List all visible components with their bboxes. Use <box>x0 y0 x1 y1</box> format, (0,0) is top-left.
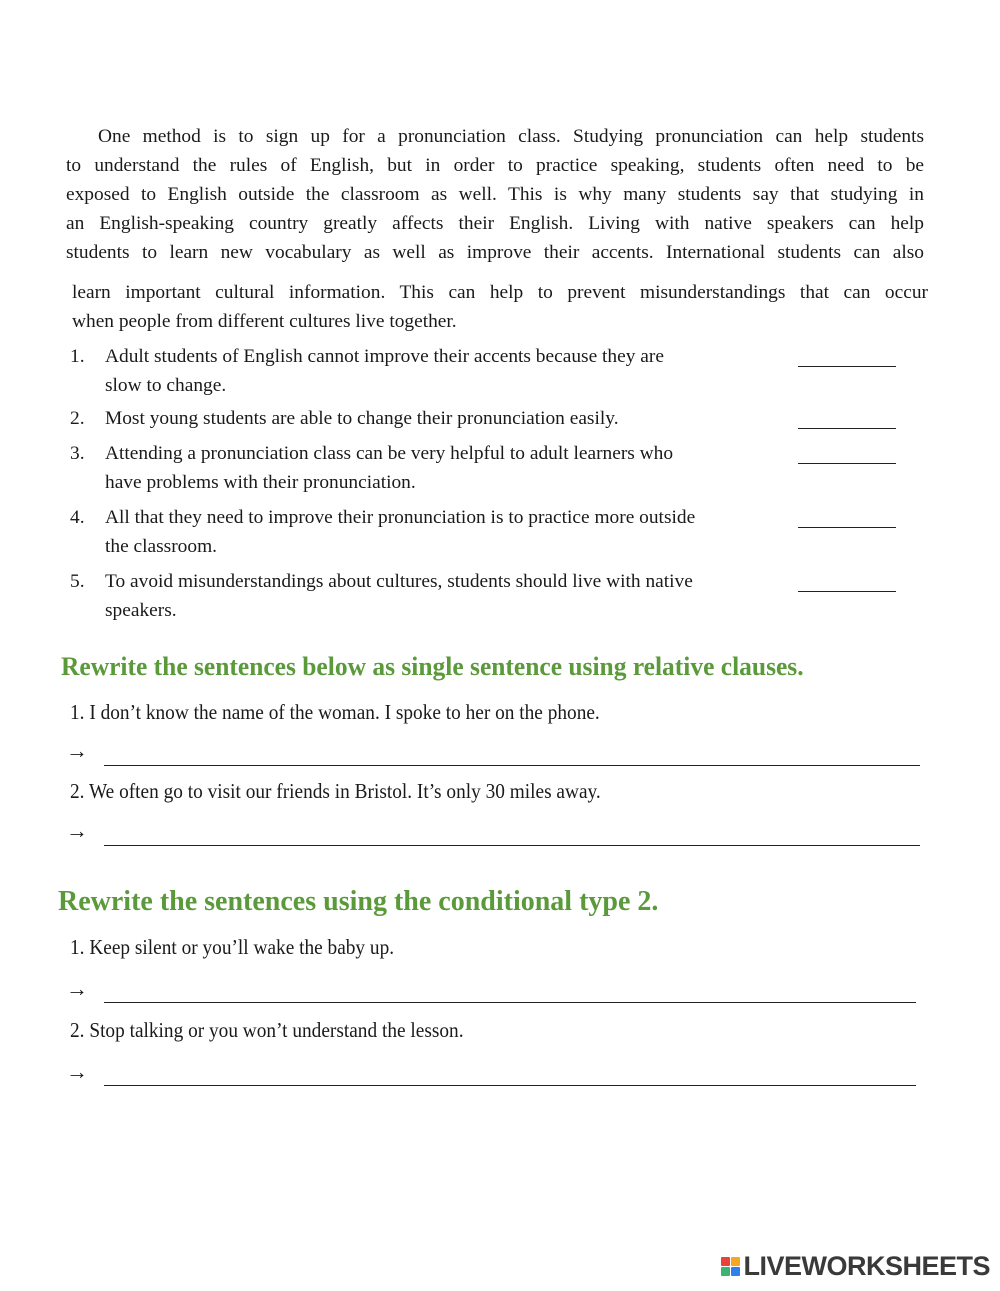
answer-blank[interactable] <box>798 428 896 429</box>
reading-passage <box>66 122 926 267</box>
passage-line: an English-speaking country greatly affects their English. Living with native speakers can help <box>66 213 924 234</box>
statement-number: 3. <box>70 443 85 464</box>
statement-1 <box>70 342 900 400</box>
conditional-answer-line-1[interactable] <box>104 1002 916 1003</box>
arrow-icon: → <box>66 976 88 1001</box>
logo-mark-icon <box>721 1257 740 1276</box>
logo-text: LIVEWORKSHEETS <box>743 1251 990 1281</box>
statement-4 <box>70 503 900 561</box>
relative-answer-line-2[interactable] <box>104 845 920 846</box>
statement-number: 1. <box>70 346 85 367</box>
statement-3 <box>70 439 900 497</box>
conditional-question-2: 2. Stop talking or you won’t understand the lesson. <box>70 1018 464 1042</box>
relative-answer-line-1[interactable] <box>104 765 920 766</box>
statement-number: 5. <box>70 571 85 592</box>
arrow-icon: → <box>66 1059 88 1084</box>
passage-line: students to learn new vocabulary as well as improve their accents. International students can also <box>66 242 924 263</box>
passage-line: exposed to English outside the classroom as well. This is why many students say that studying in <box>66 184 924 205</box>
statement-2 <box>70 404 900 433</box>
statement-number: 2. <box>70 408 85 429</box>
statement-text: To avoid misunderstandings about cultures, students should live with native speakers. <box>105 571 693 621</box>
reading-passage-continued <box>72 278 932 336</box>
conditional-question-1: 1. Keep silent or you’ll wake the baby up. <box>70 935 395 959</box>
answer-blank[interactable] <box>798 463 896 464</box>
answer-blank[interactable] <box>798 366 896 367</box>
section-heading-relative-clauses: Rewrite the sentences below as single sentence using relative clauses. <box>61 652 804 681</box>
statement-text: Adult students of English cannot improve their accents because they are slow to change. <box>105 346 664 396</box>
arrow-icon: → <box>66 738 88 763</box>
relative-question-2: 2. We often go to visit our friends in Bristol. It’s only 30 miles away. <box>70 779 601 803</box>
answer-blank[interactable] <box>798 527 896 528</box>
section-heading-conditional: Rewrite the sentences using the conditional type 2. <box>58 886 659 917</box>
statement-text: All that they need to improve their pronunciation is to practice more outside the classroom. <box>105 507 696 557</box>
answer-blank[interactable] <box>798 591 896 592</box>
statement-text: Most young students are able to change their pronunciation easily. <box>105 408 619 429</box>
statement-number: 4. <box>70 507 85 528</box>
liveworksheets-logo <box>721 1251 990 1282</box>
passage-line: when people from different cultures live together. <box>72 311 457 332</box>
passage-line: learn important cultural information. This can help to prevent misunderstandings that can occur <box>72 282 928 303</box>
statement-text: Attending a pronunciation class can be very helpful to adult learners who have problems with their pronunciation. <box>105 443 674 493</box>
relative-question-1: 1. I don’t know the name of the woman. I spoke to her on the phone. <box>70 700 600 724</box>
passage-line: One method is to sign up for a pronunciation class. Studying pronunciation can help students <box>98 126 924 147</box>
statement-5 <box>70 567 900 625</box>
passage-line: to understand the rules of English, but in order to practice speaking, students often need to be <box>66 155 924 176</box>
arrow-icon: → <box>66 818 88 843</box>
conditional-answer-line-2[interactable] <box>104 1085 916 1086</box>
